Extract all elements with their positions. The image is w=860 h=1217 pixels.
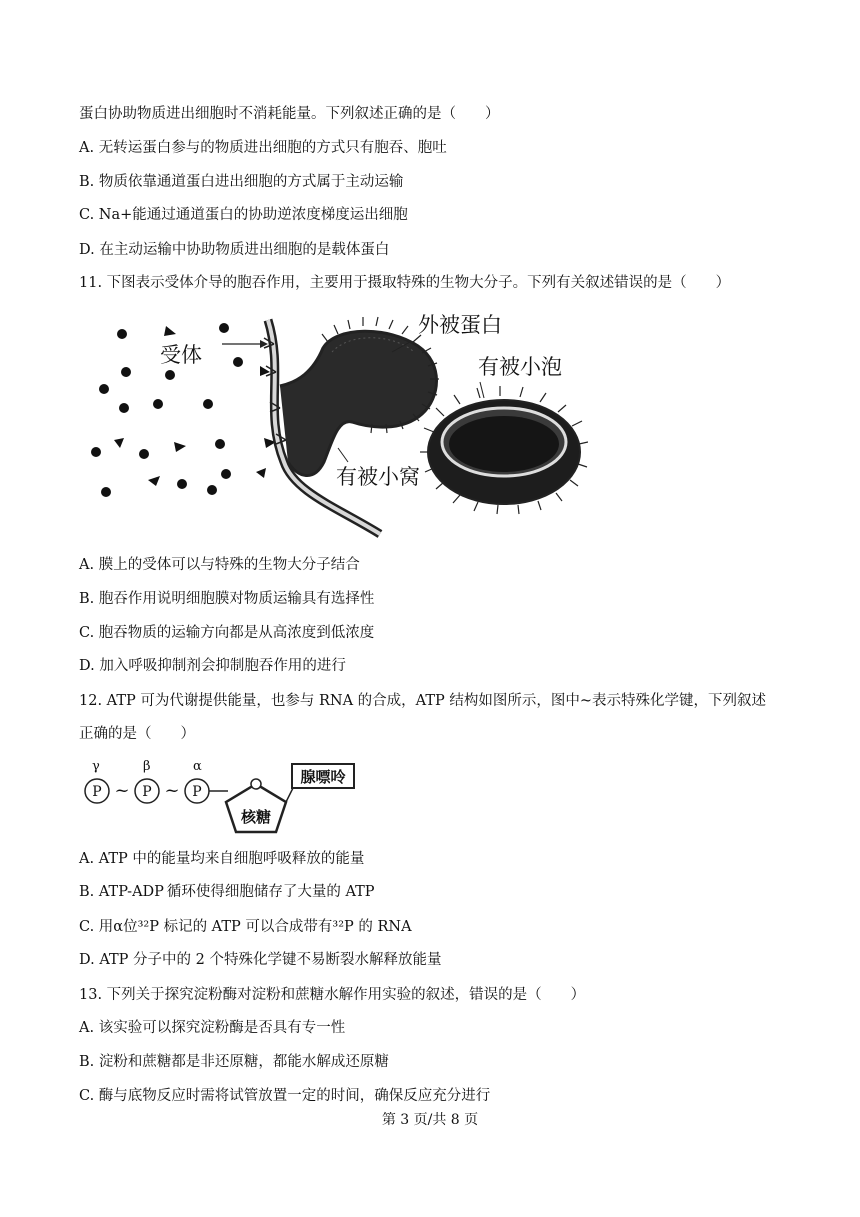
atp-structure-figure bbox=[80, 756, 360, 836]
q13-option-c: C. 酶与底物反应时需将试管放置一定的时间，确保反应充分进行 bbox=[79, 1088, 491, 1104]
label-gamma: γ bbox=[92, 759, 100, 774]
ribose-label: 核糖 bbox=[240, 808, 272, 826]
p-alpha-text: P bbox=[192, 784, 202, 800]
q10-option-a: A. 无转运蛋白参与的物质进出细胞的方式只有胞吞、胞吐 bbox=[79, 140, 447, 156]
label-coated-pit: 有被小窝 bbox=[336, 465, 420, 489]
p-gamma-text: P bbox=[92, 784, 102, 800]
q11-option-c: C. 胞吞物质的运输方向都是从高浓度到低浓度 bbox=[79, 625, 375, 641]
q13-option-b: B. 淀粉和蔗糖都是非还原糖，都能水解成还原糖 bbox=[79, 1054, 389, 1070]
high-energy-bond-1: ~ bbox=[114, 780, 130, 801]
q12-option-a: A. ATP 中的能量均来自细胞呼吸释放的能量 bbox=[79, 851, 365, 867]
q11-option-b: B. 胞吞作用说明细胞膜对物质运输具有选择性 bbox=[79, 591, 375, 607]
page-indicator: 第 3 页/共 8 页 bbox=[381, 1112, 479, 1128]
label-beta: β bbox=[143, 759, 151, 774]
q13-stem: 13. 下列关于探究淀粉酶对淀粉和蔗糖水解作用实验的叙述，错误的是（ ） bbox=[79, 987, 586, 1003]
p-beta-text: P bbox=[142, 784, 152, 800]
adenine-label: 腺嘌呤 bbox=[300, 768, 346, 786]
q12-option-b: B. ATP-ADP 循环使得细胞储存了大量的 ATP bbox=[79, 884, 375, 900]
q10-option-c: C. Na+能通过通道蛋白的协助逆浓度梯度运出细胞 bbox=[79, 207, 408, 223]
q10-option-d: D. 在主动运输中协助物质进出细胞的是载体蛋白 bbox=[79, 242, 390, 258]
q12-option-c: C. 用α位³²P 标记的 ATP 可以合成带有³²P 的 RNA bbox=[79, 919, 412, 935]
q11-stem: 11. 下图表示受体介导的胞吞作用，主要用于摄取特殊的生物大分子。下列有关叙述错误的是（ ） bbox=[79, 275, 731, 291]
label-coat-protein: 外被蛋白 bbox=[418, 313, 502, 337]
q12-stem-line2: 正确的是（ ） bbox=[79, 726, 195, 742]
ring-oxygen bbox=[251, 779, 261, 789]
q10-stem-tail: 蛋白协助物质进出细胞时不消耗能量。下列叙述正确的是（ ） bbox=[79, 106, 500, 122]
label-coated-vesicle: 有被小泡 bbox=[478, 355, 562, 379]
q11-option-a: A. 膜上的受体可以与特殊的生物大分子结合 bbox=[79, 557, 360, 573]
q10-option-b: B. 物质依靠通道蛋白进出细胞的方式属于主动运输 bbox=[79, 174, 404, 190]
label-receptor: 受体 bbox=[160, 343, 202, 367]
coated-pit-shape bbox=[280, 331, 437, 475]
endocytosis-figure bbox=[88, 312, 588, 540]
q12-option-d: D. ATP 分子中的 2 个特殊化学键不易断裂水解释放能量 bbox=[79, 952, 442, 968]
high-energy-bond-2: ~ bbox=[164, 780, 180, 801]
q12-stem-line1: 12. ATP 可为代谢提供能量，也参与 RNA 的合成，ATP 结构如图所示，图中~表示特殊化学键，下列叙述 bbox=[79, 693, 767, 709]
q11-option-d: D. 加入呼吸抑制剂会抑制胞吞作用的进行 bbox=[79, 658, 346, 674]
q13-option-a: A. 该实验可以探究淀粉酶是否具有专一性 bbox=[79, 1020, 346, 1036]
label-alpha: α bbox=[193, 759, 202, 774]
